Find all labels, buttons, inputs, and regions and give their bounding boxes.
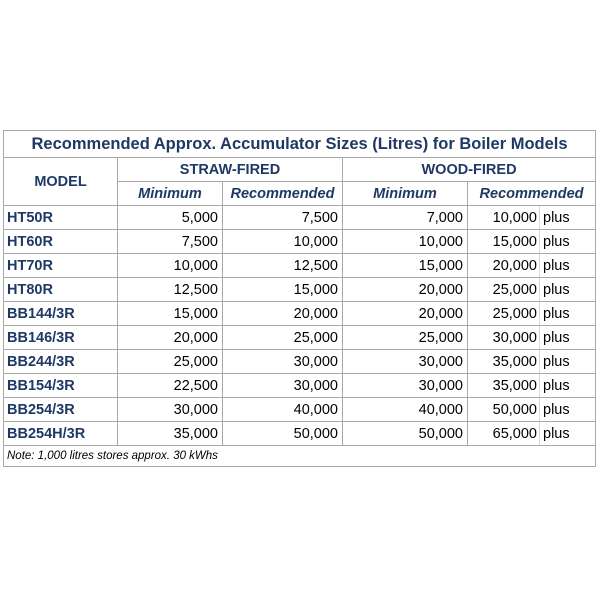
plus-suffix-cell: plus: [540, 422, 596, 446]
model-cell: BB146/3R: [4, 326, 118, 350]
wood-recommended-cell: 25,000: [468, 302, 540, 326]
straw-minimum-cell: 22,500: [118, 374, 223, 398]
plus-suffix-cell: plus: [540, 350, 596, 374]
straw-minimum-cell: 15,000: [118, 302, 223, 326]
straw-recommended-cell: 20,000: [223, 302, 343, 326]
straw-minimum-cell: 20,000: [118, 326, 223, 350]
wood-minimum-cell: 30,000: [343, 350, 468, 374]
wood-recommended-cell: 20,000: [468, 254, 540, 278]
model-cell: BB154/3R: [4, 374, 118, 398]
straw-minimum-cell: 5,000: [118, 206, 223, 230]
straw-fired-header: STRAW-FIRED: [118, 158, 343, 182]
footnote: Note: 1,000 litres stores approx. 30 kWhs: [4, 446, 596, 467]
wood-recommended-cell: 35,000: [468, 350, 540, 374]
table-row: [4, 422, 596, 446]
model-cell: BB144/3R: [4, 302, 118, 326]
wood-recommended-cell: 15,000: [468, 230, 540, 254]
wood-minimum-cell: 30,000: [343, 374, 468, 398]
model-cell: BB254/3R: [4, 398, 118, 422]
table-row: [4, 230, 596, 254]
straw-recommended-cell: 25,000: [223, 326, 343, 350]
straw-recommended-cell: 10,000: [223, 230, 343, 254]
straw-recommended-cell: 12,500: [223, 254, 343, 278]
model-cell: HT70R: [4, 254, 118, 278]
plus-suffix-cell: plus: [540, 206, 596, 230]
plus-suffix-cell: plus: [540, 374, 596, 398]
wood-fired-header: WOOD-FIRED: [343, 158, 596, 182]
straw-recommended-cell: 40,000: [223, 398, 343, 422]
straw-recommended-header: Recommended: [223, 182, 343, 206]
straw-minimum-cell: 12,500: [118, 278, 223, 302]
wood-minimum-cell: 15,000: [343, 254, 468, 278]
model-cell: BB254H/3R: [4, 422, 118, 446]
wood-minimum-cell: 25,000: [343, 326, 468, 350]
straw-minimum-cell: 30,000: [118, 398, 223, 422]
plus-suffix-cell: plus: [540, 398, 596, 422]
plus-suffix-cell: plus: [540, 302, 596, 326]
title-row: [4, 131, 596, 158]
model-cell: HT60R: [4, 230, 118, 254]
wood-minimum-cell: 40,000: [343, 398, 468, 422]
model-header: MODEL: [4, 158, 118, 206]
straw-recommended-cell: 30,000: [223, 350, 343, 374]
straw-minimum-cell: 35,000: [118, 422, 223, 446]
plus-suffix-cell: plus: [540, 254, 596, 278]
group-header-row: [4, 158, 596, 182]
wood-recommended-cell: 35,000: [468, 374, 540, 398]
wood-recommended-cell: 25,000: [468, 278, 540, 302]
straw-minimum-cell: 25,000: [118, 350, 223, 374]
plus-suffix-cell: plus: [540, 230, 596, 254]
wood-recommended-header: Recommended: [468, 182, 596, 206]
straw-recommended-cell: 50,000: [223, 422, 343, 446]
table-row: [4, 278, 596, 302]
note-row: [4, 446, 596, 467]
wood-recommended-cell: 30,000: [468, 326, 540, 350]
model-cell: HT50R: [4, 206, 118, 230]
plus-suffix-cell: plus: [540, 278, 596, 302]
wood-recommended-cell: 65,000: [468, 422, 540, 446]
wood-recommended-cell: 10,000: [468, 206, 540, 230]
straw-minimum-cell: 10,000: [118, 254, 223, 278]
table-row: [4, 254, 596, 278]
accumulator-size-table: [3, 130, 595, 467]
wood-minimum-header: Minimum: [343, 182, 468, 206]
wood-recommended-cell: 50,000: [468, 398, 540, 422]
table-body: [4, 206, 596, 446]
wood-minimum-cell: 10,000: [343, 230, 468, 254]
table-title: Recommended Approx. Accumulator Sizes (Litres) for Boiler Models: [4, 131, 596, 158]
table-row: [4, 302, 596, 326]
model-cell: HT80R: [4, 278, 118, 302]
wood-minimum-cell: 20,000: [343, 302, 468, 326]
table-row: [4, 206, 596, 230]
table-row: [4, 374, 596, 398]
straw-minimum-cell: 7,500: [118, 230, 223, 254]
plus-suffix-cell: plus: [540, 326, 596, 350]
data-table: [3, 130, 596, 467]
table-row: [4, 398, 596, 422]
wood-minimum-cell: 50,000: [343, 422, 468, 446]
wood-minimum-cell: 7,000: [343, 206, 468, 230]
table-row: [4, 326, 596, 350]
straw-minimum-header: Minimum: [118, 182, 223, 206]
straw-recommended-cell: 15,000: [223, 278, 343, 302]
wood-minimum-cell: 20,000: [343, 278, 468, 302]
straw-recommended-cell: 30,000: [223, 374, 343, 398]
table-row: [4, 350, 596, 374]
straw-recommended-cell: 7,500: [223, 206, 343, 230]
model-cell: BB244/3R: [4, 350, 118, 374]
